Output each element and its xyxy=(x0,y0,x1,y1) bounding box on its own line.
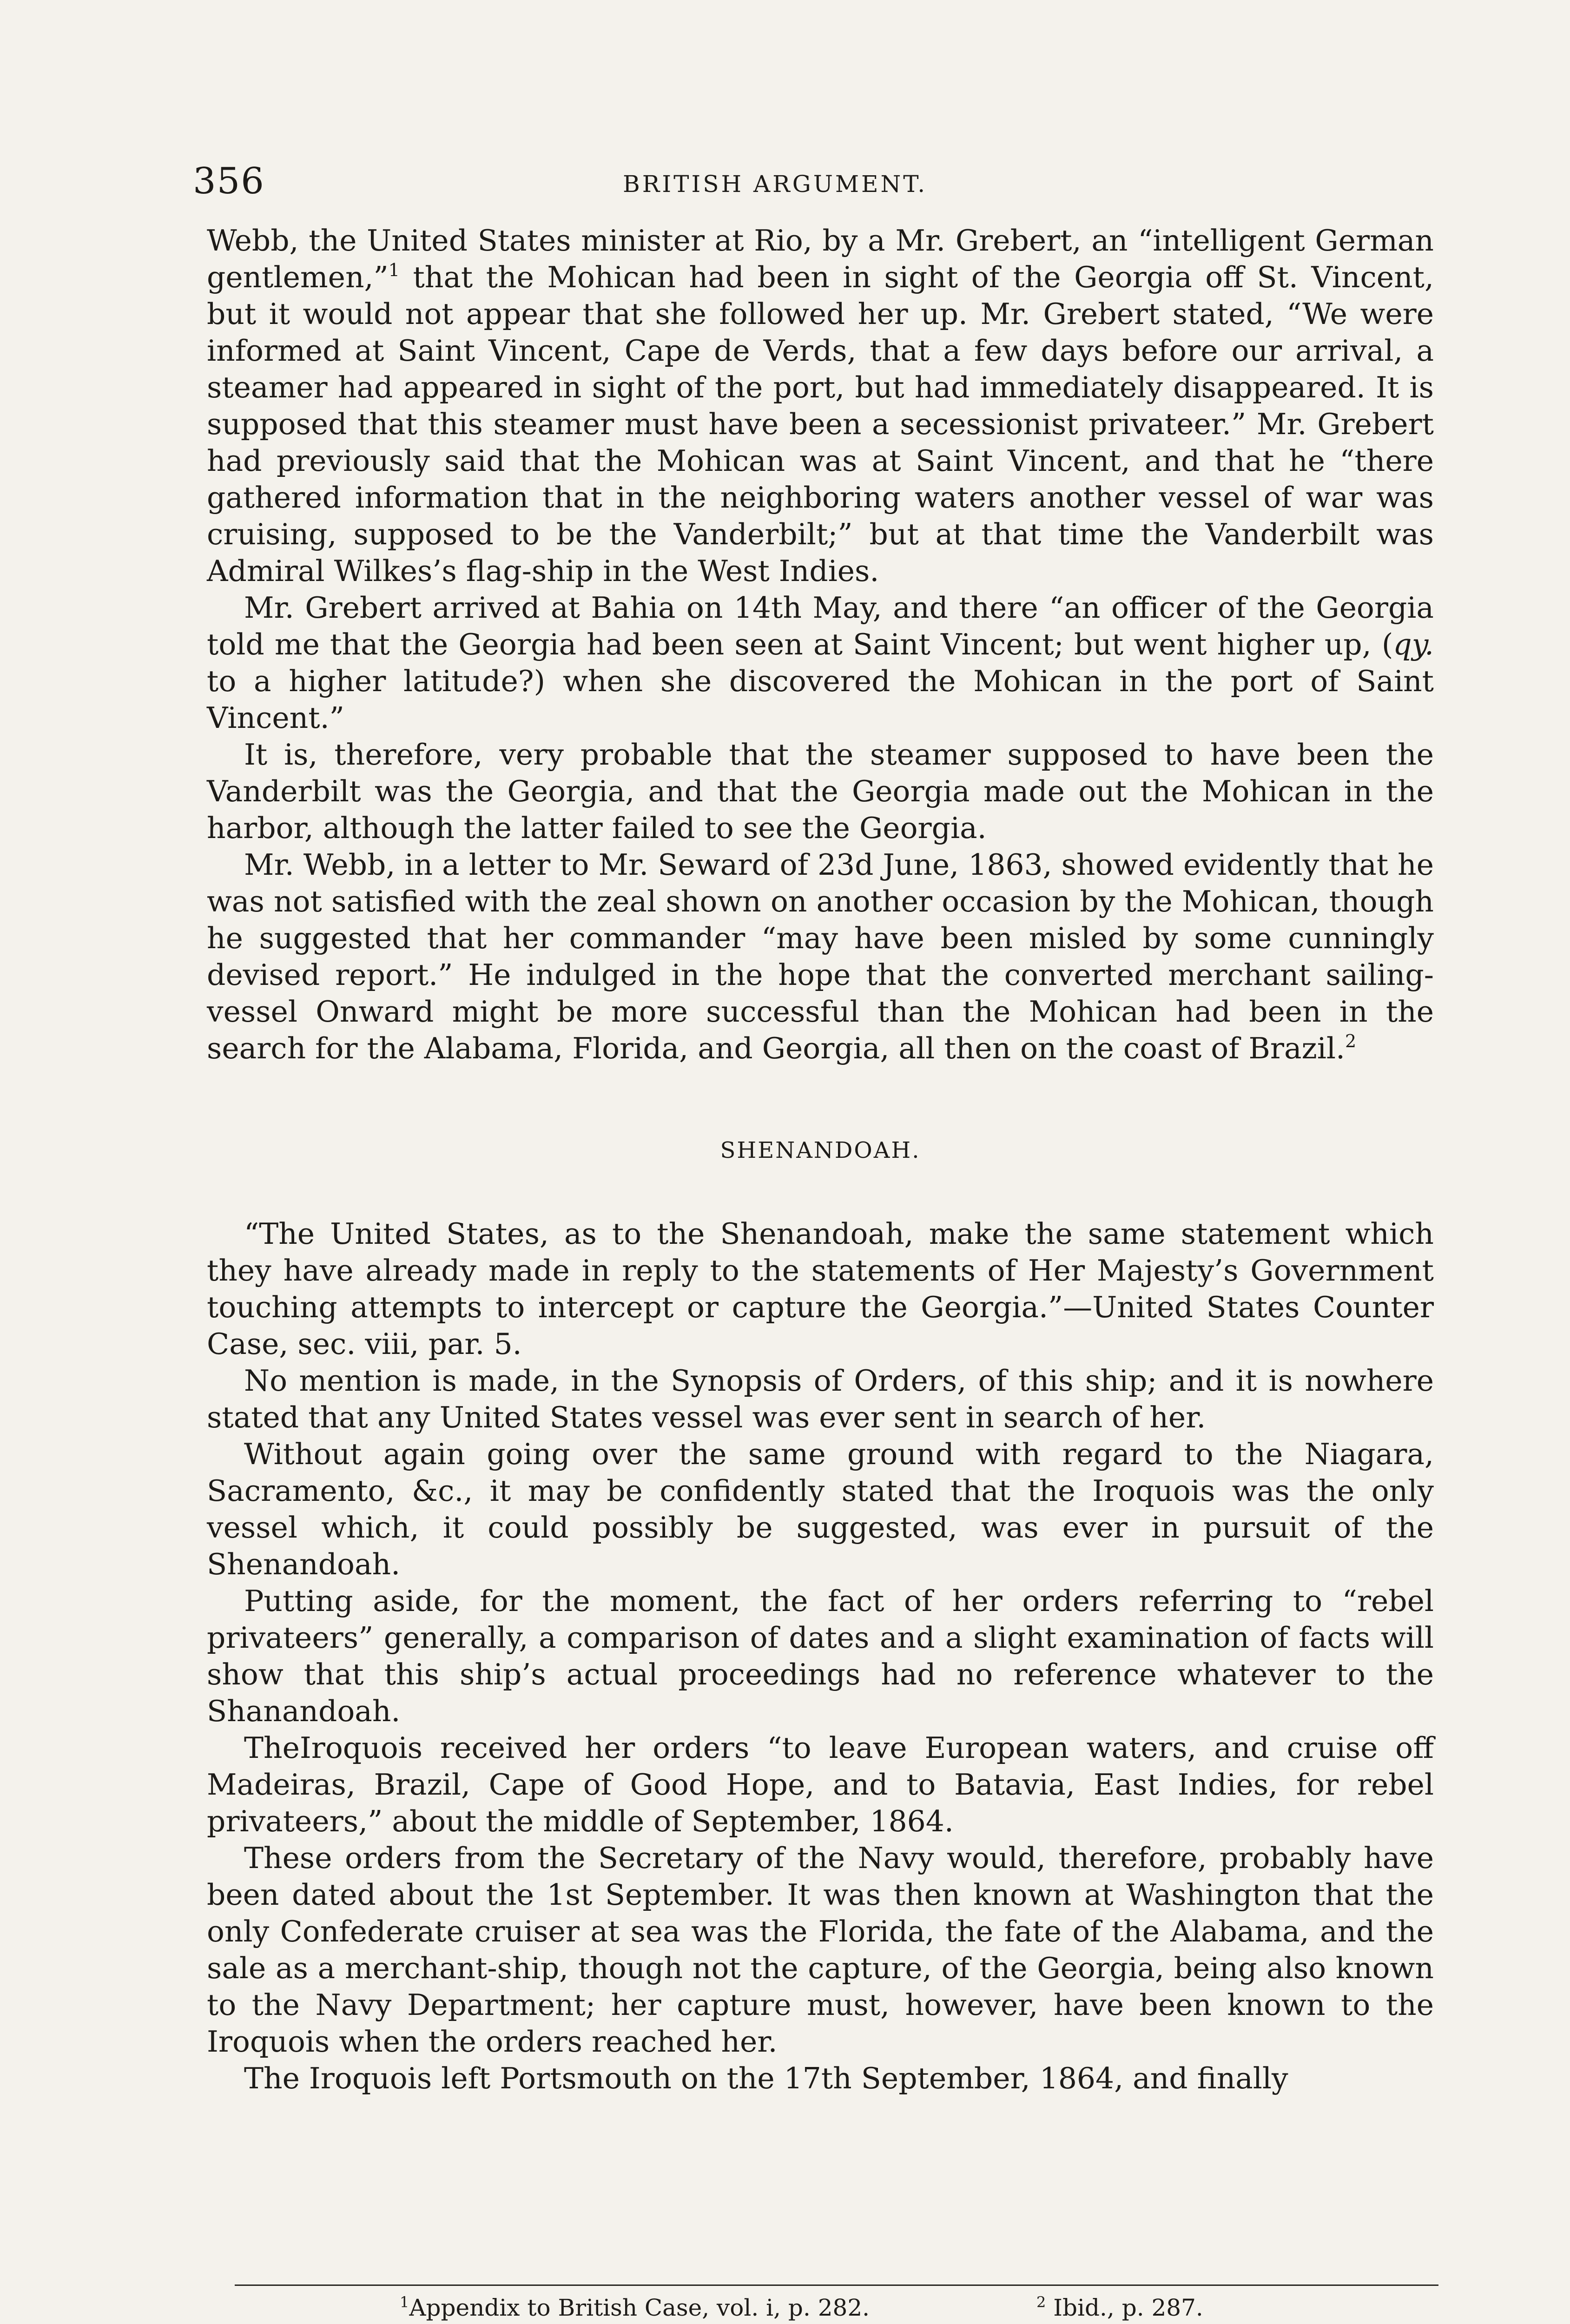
paragraph-1: Webb, the United States minister at Rio, by a Mr. Grebert, an “intelligent German gentlemen,”$^1$ that the Mohican had been in sight of the Georgia off St. Vincent, but it would not appear that she followed her up. Mr. Grebert stated, “We were informed at Saint Vincent, Cape de Verds, that a few days before our arrival, a steamer had appeared in sight of the port, but had immediately disappeared. It is supposed that this steamer must have been a secessionist privateer.” Mr. Grebert had previously said that the Mohican was at Saint Vincent, and that he “there gathered information that in the neighboring waters another vessel of war was cruising, supposed to be the Vanderbilt;” but at that time the Vanderbilt was Admiral Wilkes’s flag-ship in the West Indies. xyxy=(207,224,1434,588)
paragraph-11: The Iroquois left Portsmouth on the 17th September, 1864, and finally xyxy=(244,2061,1288,2095)
section-title: SHENANDOAH. xyxy=(720,1137,921,1163)
paragraph-8: Putting aside, for the moment, the fact of her orders referring to “rebel privateers” generally, a comparison of dates and a slight examination of facts will show that this ship’s actual proceedings had no reference whatever to the Shanandoah. xyxy=(207,1584,1434,1728)
page-header xyxy=(0,160,1570,216)
paragraph-2: Mr. Grebert arrived at Bahia on 14th May, and there “an officer of the Georgia told me that the Georgia had been seen at Saint Vincent; but went higher up, (qy. to a higher latitude?) when she discovered the Mohican in the port of Saint Vincent.” xyxy=(207,591,1434,735)
running-head: BRITISH ARGUMENT. xyxy=(623,171,928,198)
footnote-divider xyxy=(235,2284,1438,2286)
paragraph-3: It is, therefore, very probable that the steamer supposed to have been the Vanderbilt was the Georgia, and that the Georgia made out the Mohican in the harbor, although the latter failed to see the Georgia. xyxy=(207,738,1434,845)
paragraph-9: TheIroquois received her orders “to leave European waters, and cruise off Madeiras, Brazil, Cape of Good Hope, and to Batavia, East Indies, for rebel privateers,” about the middle of September, 1864. xyxy=(207,1731,1434,1838)
body-text xyxy=(207,222,1434,2097)
footnote-1: $^1$Appendix to British Case, vol. i, p. 282. xyxy=(400,2293,870,2321)
footnote-ref-2: 2 xyxy=(1345,1031,1357,1051)
footnote-ref-1: 1 xyxy=(388,260,400,280)
paragraph-7: Without again going over the same ground with regard to the Niagara, Sacramento, &c., it may be confidently stated that the Iroquois was the only vessel which, it could possibly be suggested, was ever in pursuit of the Shenandoah. xyxy=(207,1437,1434,1581)
footnote-2: $^2$ Ibid., p. 287. xyxy=(1036,2293,1203,2321)
paragraph-4: Mr. Webb, in a letter to Mr. Seward of 23d June, 1863, showed evidently that he was not satisfied with the zeal shown on another occasion by the Mohican, though he suggested that her commander “may have been misled by some cunningly devised report.” He indulged in the hope that the converted merchant sailing-vessel Onward might be more successful than the Mohican had been in the search for the Alabama, Florida, and Georgia, all then on the coast of Brazil.$^2$ xyxy=(207,848,1434,1065)
paragraph-5: “The United States, as to the Shenandoah, make the same statement which they have already made in reply to the statements of Her Majesty’s Government touching attempts to intercept or capture the Georgia.”—United States Counter Case, sec. viii, par. 5. xyxy=(207,1217,1434,1361)
paragraph-6: No mention is made, in the Synopsis of Orders, of this ship; and it is nowhere stated that any United States vessel was ever sent in search of her. xyxy=(207,1364,1434,1434)
paragraph-10: These orders from the Secretary of the Navy would, therefore, probably have been dated about the 1st September. It was then known at Washington that the only Confederate cruiser at sea was the Florida, the fate of the Alabama, and the sale as a merchant-ship, though not the capture, of the Georgia, being also known to the Navy Department; her capture must, however, have been known to the Iroquois when the orders reached her. xyxy=(207,1841,1434,2059)
page-number: 356 xyxy=(193,160,265,202)
